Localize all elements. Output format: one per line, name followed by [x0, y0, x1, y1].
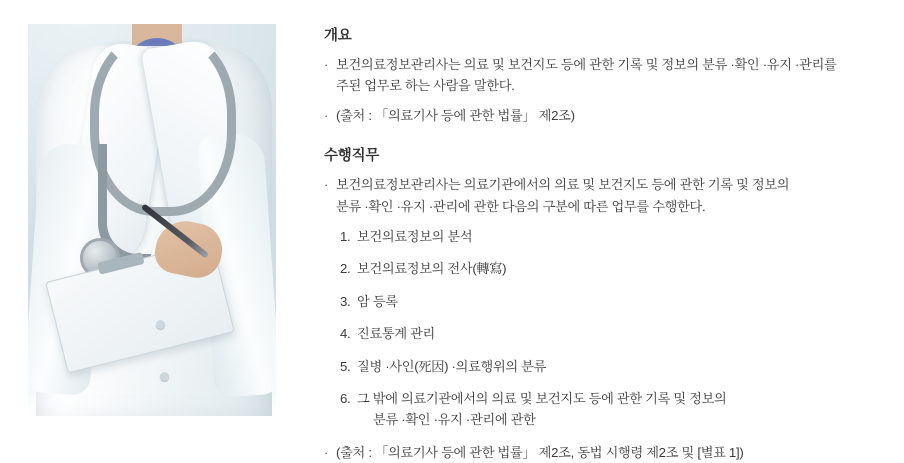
list-item	[340, 227, 884, 247]
list-item-label: 보건의료정보의 전사(轉寫)	[357, 261, 507, 277]
bullet-line-1: 보건의료정보관리사는 의료 및 보건지도 등에 관한 기록 및 정보의 분류 ·확인 ·유지 ·관리를	[336, 57, 837, 72]
bullet-line-1: 보건의료정보관리사는 의료기관에서의 의료 및 보건지도 등에 관한 기록 및 정보의	[336, 177, 790, 193]
list-item	[340, 259, 884, 279]
bullet-item-source-duties	[324, 442, 884, 463]
photo-column	[28, 18, 276, 432]
bullet-item-source-overview	[324, 105, 884, 126]
list-item	[340, 357, 884, 377]
list-item-label: 암 등록	[357, 293, 398, 309]
bullet-item	[324, 174, 884, 217]
section-title-duties: 수행직무	[324, 148, 380, 165]
section-title-overview: 개요	[324, 28, 352, 44]
bullet-text: (출처 : 「의료기사 등에 관한 법률」 제2조)	[336, 107, 575, 123]
bullet-text	[336, 54, 884, 97]
list-item-line-2: 분류 ·확인 ·유지 ·관리에 관한	[373, 411, 536, 427]
list-item-number: 4.	[340, 326, 351, 342]
list-item-label: 질병 ·사인(死因) ·의료행위의 분류	[357, 358, 547, 374]
list-item-number: 6.	[340, 391, 351, 407]
list-item-label	[357, 389, 727, 430]
bullet-text	[336, 174, 884, 217]
healthcare-professional-photo	[28, 24, 276, 416]
bullet-mark-icon: ·	[324, 445, 329, 461]
list-item-label: 진료통계 관리	[357, 326, 435, 342]
list-item	[340, 389, 884, 430]
bullet-item	[324, 54, 884, 97]
list-item	[340, 324, 884, 344]
bullet-mark-icon: ·	[324, 177, 329, 193]
bullet-line-2: 분류 ·확인 ·유지 ·관리에 관한 다음의 구분에 따른 업무를 수행한다.	[336, 198, 706, 214]
list-item-label: 보건의료정보의 분석	[357, 228, 473, 244]
text-column	[276, 18, 890, 461]
list-item-line-1: 그 밖에 의료기관에서의 의료 및 보건지도 등에 관한 기록 및 정보의	[357, 391, 727, 407]
bullet-mark-icon: ·	[324, 57, 329, 72]
list-item-number: 5.	[340, 358, 351, 374]
list-item-number: 2.	[340, 261, 351, 277]
list-item-number: 3.	[340, 293, 351, 309]
list-item-number: 1.	[340, 228, 351, 244]
photo-vignette	[28, 24, 276, 416]
list-item	[340, 292, 884, 312]
duties-numbered-list	[340, 227, 884, 430]
bullet-text: (출처 : 「의료기사 등에 관한 법률」 제2조, 동법 시행령 제2조 및 [별표 1])	[336, 445, 744, 461]
bullet-line-2: 주된 업무로 하는 사람을 말한다.	[336, 78, 515, 94]
bullet-mark-icon: ·	[324, 107, 329, 123]
